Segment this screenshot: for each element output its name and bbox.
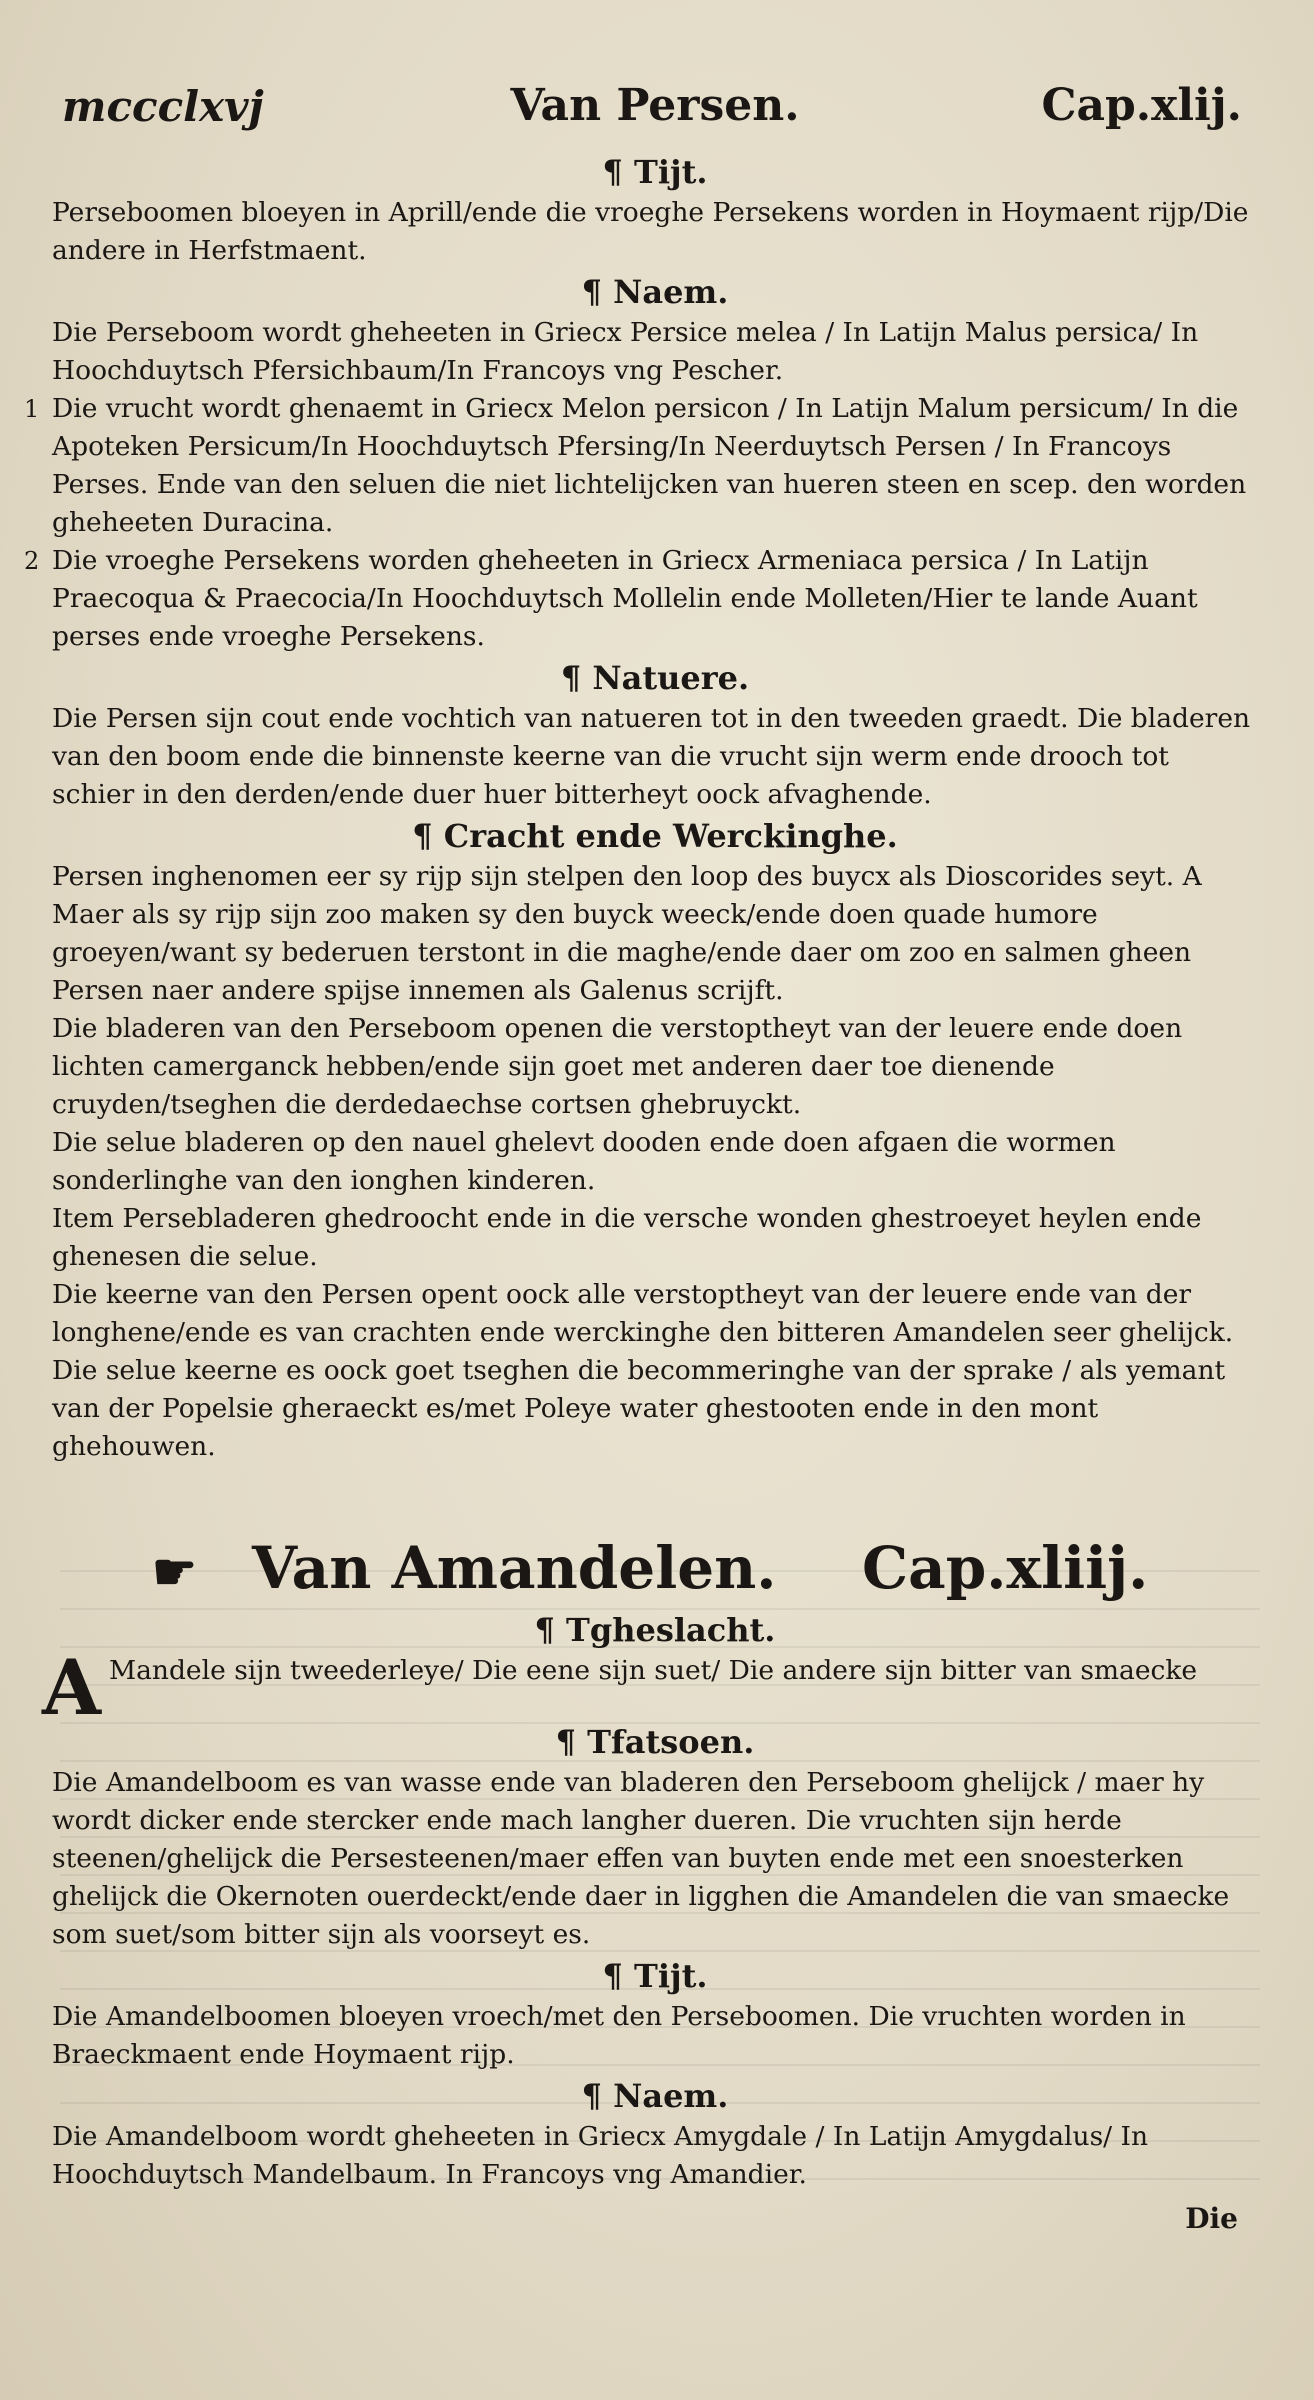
drop-capital: A xyxy=(42,1643,101,1732)
chapter-title xyxy=(52,1528,1258,1608)
paragraph: 2 Die vroeghe Persekens worden gheheeten in Griecx Armeniaca persica / In Latijn Praecoqua & Praecocia/In Hoochduytsch Mollelin ende Molleten/Hier te lande Auant perses ende vroeghe Persekens. xyxy=(52,542,1258,656)
page-header xyxy=(52,70,1258,150)
catchword: Die xyxy=(1185,2202,1238,2235)
paragraph: A Mandele sijn tweederleye/ Die eene sijn suet/ Die andere sijn bitter van smaecke xyxy=(42,1643,1198,1732)
paragraph: Die Amandelboomen bloeyen vroech/met den Perseboomen. Die vruchten worden in Braeckmaent ende Hoymaent rijp. xyxy=(52,2001,1186,2070)
running-title: Van Persen. xyxy=(510,80,800,131)
paragraph: Persen inghenomen eer sy rijp sijn stelpen den loop des buycx als Dioscorides seyt. A Maer als sy rijp sijn zoo maken sy den buyck weeck/ende doen quade humore groeyen/want sy bederuen terstont in die maghe/ende daer om zoo en salmen gheen Persen naer andere spijse innemen als Galenus scrijft. xyxy=(52,861,1202,1006)
section-heading: ¶ Tijt. xyxy=(602,1957,708,1995)
section-heading: ¶ Tfatsoen. xyxy=(555,1723,755,1761)
section-heading: ¶ Cracht ende Werckinghe. xyxy=(412,817,898,855)
section-heading: ¶ Naem. xyxy=(581,2077,729,2115)
section-heading: ¶ Tijt. xyxy=(602,153,708,191)
margin-number: 1 xyxy=(24,395,40,423)
paragraph: Die Amandelboom es van wasse ende van bladeren den Perseboom ghelijck / maer hy wordt dicker ende stercker ende mach langher dueren. Die vruchten sijn herde steenen/ghelijck die Persesteenen/maer effen van buyten ende met een snoesterken ghelijck die Okernoten ouerdeckt/ende daer in ligghen die Amandelen die van smaecke som suet/som bitter sijn als voorseyt es. xyxy=(52,1767,1230,1950)
paragraph: Die Amandelboom wordt gheheeten in Griecx Amygdale / In Latijn Amygdalus/ In Hoochduytsch Mandelbaum. In Francoys vng Amandier. xyxy=(52,2121,1149,2190)
pointing-hand-icon: ☛ xyxy=(152,1542,197,1601)
paragraph: Item Persebladeren ghedroocht ende in die versche wonden ghestroeyet heylen ende ghenesen die selue. xyxy=(52,1203,1202,1272)
folio-number: mccclxvj xyxy=(62,82,264,131)
section-tijt xyxy=(52,150,1258,270)
chapter-title-text: Van Amandelen. xyxy=(252,1534,777,1602)
chapter-number: Cap.xlij. xyxy=(1041,80,1242,131)
paragraph: 1 Die vrucht wordt ghenaemt in Griecx Melon persicon / In Latijn Malum persicum/ In die Apoteken Persicum/In Hoochduytsch Pfersing/In Neerduytsch Persen / In Francoys Perses. Ende van den seluen die niet lichtelijcken van hueren steen en scep. den worden gheheeten Duracina. xyxy=(52,390,1258,542)
paragraph: Perseboomen bloeyen in Aprill/ende die vroeghe Persekens worden in Hoymaent rijp/Die andere in Herfstmaent. xyxy=(52,197,1249,266)
show-through xyxy=(60,1560,1260,2180)
paragraph: Die Persen sijn cout ende vochtich van natueren tot in den tweeden graedt. Die bladeren van den boom ende die binnenste keerne van die vrucht sijn werm ende drooch tot schier in den derden/ende duer huer bitterheyt oock afvaghende. xyxy=(52,703,1251,810)
section-naem xyxy=(24,270,1258,656)
section-natuere xyxy=(52,656,1258,814)
paragraph: Die selue keerne es oock goet tseghen die becommeringhe van der sprake / als yemant van der Popelsie gheraeckt es/met Poleye water ghestooten ende in den mont ghehouwen. xyxy=(52,1355,1226,1462)
section-cracht xyxy=(52,814,1258,1466)
section-heading: ¶ Tgheslacht. xyxy=(534,1611,776,1649)
paragraph: Die selue bladeren op den nauel ghelevt dooden ende doen afgaen die wormen sonderlinghe van den ionghen kinderen. xyxy=(52,1127,1116,1196)
chapter-title-number: Cap.xliij. xyxy=(862,1534,1149,1602)
section-heading: ¶ Naem. xyxy=(581,273,729,311)
section-heading: ¶ Natuere. xyxy=(560,659,750,697)
margin-number: 2 xyxy=(24,547,40,575)
paragraph: Die Perseboom wordt gheheeten in Griecx Persice melea / In Latijn Malus persica/ In Hoochduytsch Pfersichbaum/In Francoys vng Pescher. xyxy=(52,317,1199,386)
paragraph: Die keerne van den Persen opent oock alle verstoptheyt van der leuere ende van der longhene/ende es van crachten ende werckinghe den bitteren Amandelen seer ghelijck. xyxy=(52,1279,1234,1348)
paragraph: Die bladeren van den Perseboom openen die verstoptheyt van der leuere ende doen lichten camerganck hebben/ende sijn goet met anderen daer toe dienende cruyden/tseghen die derdedaechse cortsen ghebruyckt. xyxy=(52,1013,1183,1120)
